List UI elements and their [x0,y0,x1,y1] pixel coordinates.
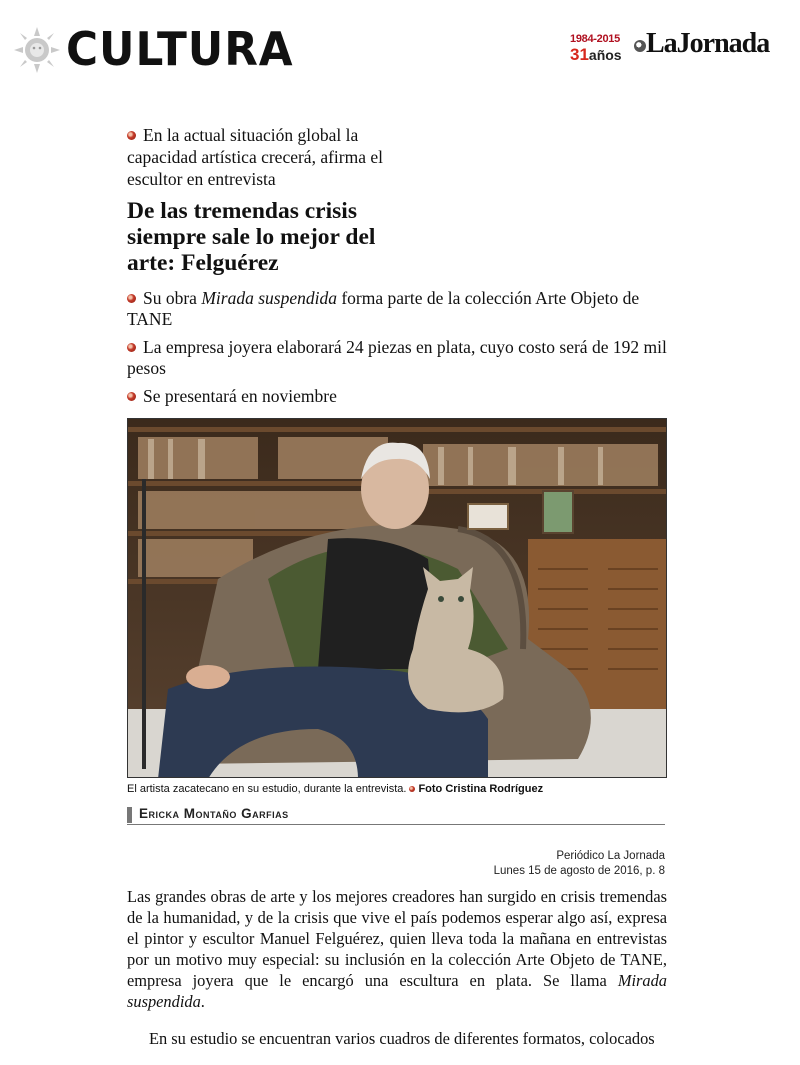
summary-item [127,386,672,407]
byline-bar [127,807,132,823]
anniversary-years: 1984-2015 [570,33,620,45]
anniversary-unit: años [588,47,622,63]
kicker-text: En la actual situación global la capacidad artística crecerá, afirma el escultor en entrevista [127,125,383,189]
photo-illustration [128,419,667,778]
body-text: Las grandes obras de arte y los mejores creadores han surgido en crisis tremendas de la humanidad, y de la crisis que vive el país podemos esperar algo así, expresa el pintor y escultor Manuel Felguérez, quien lleva toda la mañana en entrevistas por un motivo muy especial: su inclusión en la colección Arte Objeto de TANE, empresa joyera que le encargó una escultura en plata. Se llama [127,887,667,990]
bullet-icon [127,392,136,401]
anniversary-count: 31 [570,45,589,64]
sun-emblem-icon [14,27,60,73]
section-title: CULTURA [66,22,294,76]
dateline [494,849,665,879]
bullet-icon [127,343,136,352]
masthead [0,0,800,90]
caption-text: El artista zacatecano en su estudio, durante la entrevista. [127,783,407,795]
anniversary-badge [570,34,632,63]
work-title: Mirada suspendida [201,288,337,308]
summary-text: Su obra [143,288,202,308]
bullet-icon [127,131,136,140]
summary-text: Se presentará en noviembre [143,386,337,406]
body-paragraph: En su estudio se encuentran varios cuadros de diferentes formatos, colocados [149,1029,655,1048]
author-name: Ericka Montaño Garfias [139,806,289,821]
summary-item [127,337,672,379]
body-paragraph [127,886,667,1012]
newspaper-name: Periódico La Jornada [556,850,665,862]
article-body [127,886,667,1065]
body-text: . [200,992,205,1011]
summary-text: La empresa joyera elaborará 24 piezas en plata, cuyo costo será de 192 mil pesos [127,337,667,378]
summary-list [127,288,672,414]
byline [127,806,665,825]
summary-text: forma parte de la colección Arte Objeto de TANE [127,288,640,329]
brand-dot-icon [634,40,646,52]
photo-caption [127,783,543,795]
article-kicker [127,124,417,190]
article-photo [127,418,667,778]
article-headline: De las tremendas crisis siempre sale lo mejor del arte: Felguérez [127,198,376,276]
photo-credit: Foto Cristina Rodríguez [418,783,544,795]
brand-logo: LaJornada [646,28,770,59]
publication-date: Lunes 15 de agosto de 2016, p. 8 [493,865,665,877]
bullet-icon [127,294,136,303]
summary-item [127,288,672,330]
bullet-icon [409,786,415,792]
work-title: Mirada suspendida [127,971,667,1011]
